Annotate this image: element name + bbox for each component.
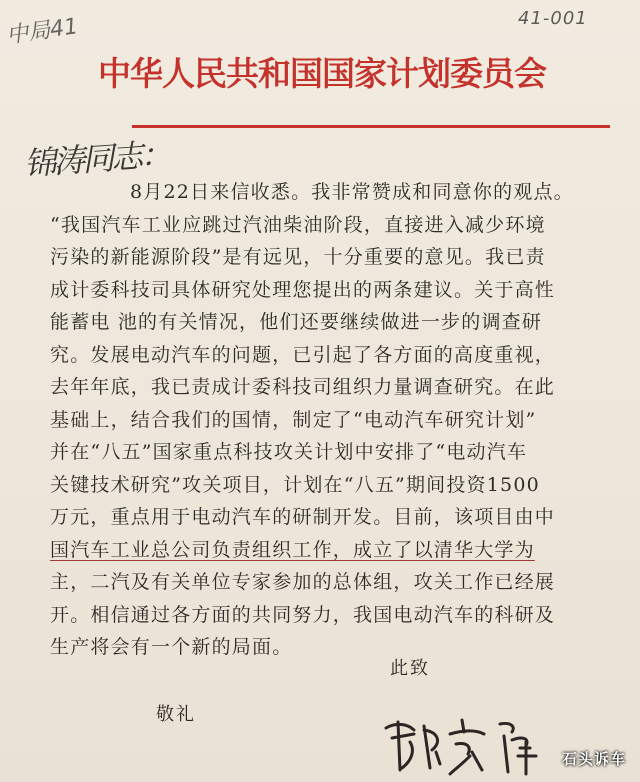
body-line-underlined: 国汽车工业总公司负责组织工作，成立了以清华大学为: [50, 538, 535, 561]
letter-body: [50, 176, 610, 664]
body-line: 基础上，结合我们的国情，制定了“电动汽车研究计划”: [50, 408, 537, 431]
body-line: 污染的新能源阶段”是有远见，十分重要的意见。我已责: [50, 246, 546, 268]
body-line: “我国汽车工业应跳过汽油柴油阶段，直接进入减少环境: [50, 213, 546, 236]
regards: 敬礼: [156, 704, 196, 725]
handwritten-file-number: 41-001: [518, 8, 588, 29]
handwritten-signature: [380, 712, 580, 776]
body-line: 去年年底，我已责成计委科技司组织力量调查研究。在此: [50, 376, 556, 398]
salutation: 锦涛同志：: [22, 134, 171, 184]
watermark: 石头诉车: [561, 750, 626, 768]
body-line: 开。相信通过各方面的共同努力，我国电动汽车的科研及: [50, 603, 556, 626]
body-line: 能蓄电 池的有关情况，他们还要继续做进一步的调查研: [50, 311, 543, 333]
body-line: 成计委科技司具体研究处理您提出的两条建议。关于高性: [50, 278, 556, 301]
letterhead-title: 中华人民共和国国家计划委员会: [98, 54, 546, 93]
body-line: 生产将会有一个新的局面。: [50, 636, 293, 658]
handwritten-archive-note: 中局41: [4, 14, 80, 49]
body-line: 万元，重点用于电动汽车的研制开发。目前，该项目由中: [50, 506, 556, 528]
letterhead-rule: [132, 125, 610, 128]
body-line: 主，二汽及有关单位专家参加的总体组，攻关工作已经展: [50, 571, 556, 593]
body-line: 关键技术研究”攻关项目，计划在“八五”期间投资1500: [50, 473, 540, 496]
closing: 此致: [390, 658, 430, 679]
body-line: 8月22日来信收悉。我非常赞成和同意你的观点。: [130, 181, 574, 203]
body-line: 究。发展电动汽车的问题，已引起了各方面的高度重视，: [50, 343, 556, 366]
body-line: 并在“八五”国家重点科技攻关计划中安排了“电动汽车: [50, 441, 528, 463]
